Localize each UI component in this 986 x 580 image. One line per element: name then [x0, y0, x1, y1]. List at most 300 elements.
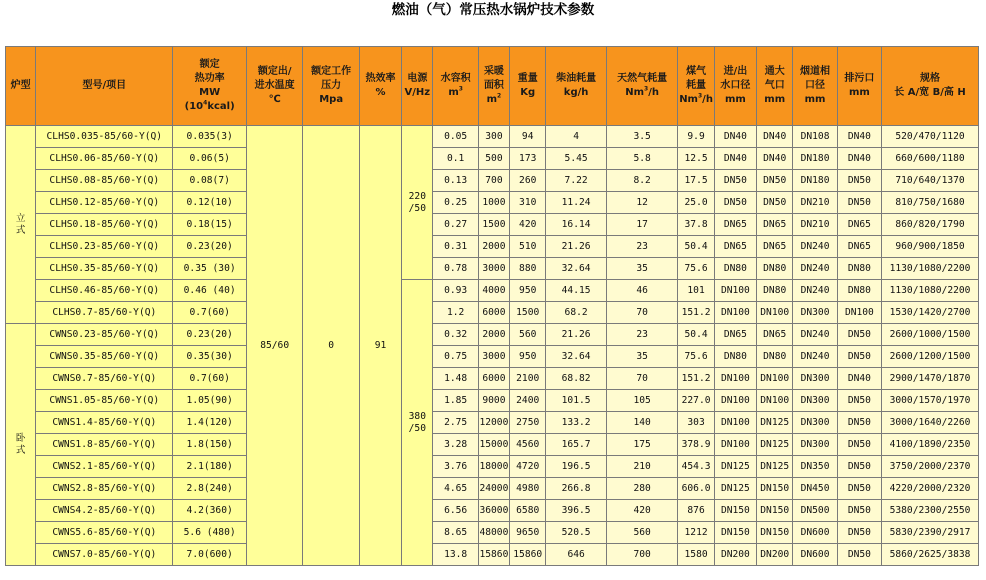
vent-cell: DN50	[757, 170, 793, 192]
vent-cell: DN65	[757, 236, 793, 258]
diesel-cell: 646	[546, 544, 606, 566]
area-cell: 1000	[478, 192, 509, 214]
table-row	[6, 324, 979, 346]
coal-cell: 303	[678, 412, 714, 434]
model-cell: CLHS0.035-85/60-Y(Q)	[36, 126, 173, 148]
header-water-volume: 水容积 $m^3$	[433, 47, 478, 126]
rated-power-cell: 0.35(30)	[173, 346, 247, 368]
vent-cell: DN40	[757, 126, 793, 148]
model-cell: CWNS1.8-85/60-Y(Q)	[36, 434, 173, 456]
gas-cell: 12	[606, 192, 678, 214]
efficiency-cell: 91	[359, 126, 401, 566]
model-cell: CLHS0.23-85/60-Y(Q)	[36, 236, 173, 258]
table-row	[6, 346, 979, 368]
flue-cell: DN240	[793, 346, 837, 368]
weight-cell: 4560	[510, 434, 546, 456]
drain-cell: DN50	[837, 192, 881, 214]
area-cell: 18000	[478, 456, 509, 478]
water-cell: 3.28	[433, 434, 478, 456]
water-cell: 0.1	[433, 148, 478, 170]
area-cell: 24000	[478, 478, 509, 500]
size-cell: 2600/1000/1500	[882, 324, 979, 346]
area-cell: 48000	[478, 522, 509, 544]
inlet-cell: DN65	[714, 214, 756, 236]
vent-cell: DN80	[757, 258, 793, 280]
furnace-type-char: 卧	[15, 432, 26, 444]
drain-cell: DN50	[837, 324, 881, 346]
weight-cell: 420	[510, 214, 546, 236]
coal-cell: 37.8	[678, 214, 714, 236]
rated-power-cell: 4.2(360)	[173, 500, 247, 522]
weight-cell: 950	[510, 346, 546, 368]
header-flue: 烟道相 口径 mm	[793, 47, 837, 126]
rated-power-cell: 1.8(150)	[173, 434, 247, 456]
vent-cell: DN65	[757, 214, 793, 236]
model-cell: CWNS0.23-85/60-Y(Q)	[36, 324, 173, 346]
size-cell: 3750/2000/2370	[882, 456, 979, 478]
model-cell: CWNS0.35-85/60-Y(Q)	[36, 346, 173, 368]
size-cell: 710/640/1370	[882, 170, 979, 192]
vent-cell: DN80	[757, 346, 793, 368]
model-cell: CWNS5.6-85/60-Y(Q)	[36, 522, 173, 544]
rated-power-cell: 0.035(3)	[173, 126, 247, 148]
table-row	[6, 170, 979, 192]
inlet-cell: DN100	[714, 412, 756, 434]
table-row	[6, 500, 979, 522]
flue-cell: DN240	[793, 236, 837, 258]
coal-cell: 50.4	[678, 236, 714, 258]
coal-cell: 50.4	[678, 324, 714, 346]
water-cell: 0.78	[433, 258, 478, 280]
flue-cell: DN600	[793, 522, 837, 544]
area-cell: 2000	[478, 236, 509, 258]
flue-cell: DN210	[793, 192, 837, 214]
header-vent: 通大 气口 mm	[757, 47, 793, 126]
diesel-cell: 16.14	[546, 214, 606, 236]
water-cell: 2.75	[433, 412, 478, 434]
table-row	[6, 236, 979, 258]
flue-cell: DN240	[793, 324, 837, 346]
drain-cell: DN50	[837, 478, 881, 500]
model-cell: CWNS1.05-85/60-Y(Q)	[36, 390, 173, 412]
diesel-cell: 32.64	[546, 258, 606, 280]
table-row	[6, 412, 979, 434]
water-cell: 6.56	[433, 500, 478, 522]
drain-cell: DN50	[837, 346, 881, 368]
inlet-cell: DN100	[714, 390, 756, 412]
gas-cell: 35	[606, 258, 678, 280]
rated-power-cell: 1.05(90)	[173, 390, 247, 412]
size-cell: 660/600/1180	[882, 148, 979, 170]
table-row	[6, 544, 979, 566]
area-cell: 6000	[478, 368, 509, 390]
power-supply-cell-380	[402, 280, 433, 566]
area-cell: 6000	[478, 302, 509, 324]
coal-cell: 25.0	[678, 192, 714, 214]
drain-cell: DN50	[837, 390, 881, 412]
gas-cell: 35	[606, 346, 678, 368]
weight-cell: 2100	[510, 368, 546, 390]
rated-power-cell: 0.35 (30)	[173, 258, 247, 280]
water-cell: 0.27	[433, 214, 478, 236]
vent-cell: DN80	[757, 280, 793, 302]
header-furnace-type: 炉型	[6, 47, 36, 126]
area-cell: 300	[478, 126, 509, 148]
inlet-cell: DN80	[714, 346, 756, 368]
water-cell: 0.25	[433, 192, 478, 214]
header-rated-power: 额定 热功率 MW $(10^4kcal)$	[173, 47, 247, 126]
rated-power-cell: 0.7(60)	[173, 368, 247, 390]
area-cell: 1500	[478, 214, 509, 236]
vent-cell: DN150	[757, 500, 793, 522]
model-cell: CWNS7.0-85/60-Y(Q)	[36, 544, 173, 566]
flue-cell: DN600	[793, 544, 837, 566]
size-cell: 810/750/1680	[882, 192, 979, 214]
header-inlet-outlet: 进/出 水口径 mm	[714, 47, 756, 126]
header-model: 型号/项目	[36, 47, 173, 126]
table-row	[6, 302, 979, 324]
drain-cell: DN80	[837, 280, 881, 302]
area-cell: 500	[478, 148, 509, 170]
gas-cell: 17	[606, 214, 678, 236]
header-power-supply: 电源 V/Hz	[402, 47, 433, 126]
weight-cell: 4980	[510, 478, 546, 500]
size-cell: 2900/1470/1870	[882, 368, 979, 390]
table-row	[6, 368, 979, 390]
furnace-type-horizontal	[6, 324, 36, 566]
flue-cell: DN300	[793, 412, 837, 434]
furnace-type-vertical	[6, 126, 36, 324]
gas-cell: 210	[606, 456, 678, 478]
model-cell: CLHS0.12-85/60-Y(Q)	[36, 192, 173, 214]
inlet-cell: DN100	[714, 280, 756, 302]
power-supply-voltage: 220	[408, 190, 426, 202]
size-cell: 1130/1080/2200	[882, 280, 979, 302]
vent-cell: DN100	[757, 302, 793, 324]
drain-cell: DN50	[837, 456, 881, 478]
inlet-cell: DN80	[714, 258, 756, 280]
diesel-cell: 133.2	[546, 412, 606, 434]
table-row	[6, 456, 979, 478]
gas-cell: 23	[606, 236, 678, 258]
drain-cell: DN40	[837, 126, 881, 148]
header-pressure: 额定工作 压力 Mpa	[303, 47, 359, 126]
rated-power-cell: 0.06(5)	[173, 148, 247, 170]
vent-cell: DN65	[757, 324, 793, 346]
coal-cell: 75.6	[678, 258, 714, 280]
flue-cell: DN180	[793, 170, 837, 192]
gas-cell: 700	[606, 544, 678, 566]
furnace-type-char: 式	[15, 444, 26, 456]
inlet-cell: DN40	[714, 126, 756, 148]
model-cell: CWNS0.7-85/60-Y(Q)	[36, 368, 173, 390]
table-row	[6, 126, 979, 148]
weight-cell: 560	[510, 324, 546, 346]
vent-cell: DN125	[757, 412, 793, 434]
header-efficiency: 热效率 %	[359, 47, 401, 126]
diesel-cell: 7.22	[546, 170, 606, 192]
gas-cell: 46	[606, 280, 678, 302]
rated-power-cell: 0.23(20)	[173, 324, 247, 346]
inlet-cell: DN125	[714, 456, 756, 478]
table-row	[6, 192, 979, 214]
size-cell: 1130/1080/2200	[882, 258, 979, 280]
pressure-cell: 0	[303, 126, 359, 566]
flue-cell: DN240	[793, 280, 837, 302]
size-cell: 5380/2300/2550	[882, 500, 979, 522]
vent-cell: DN100	[757, 368, 793, 390]
area-cell: 15000	[478, 434, 509, 456]
flue-cell: DN108	[793, 126, 837, 148]
coal-cell: 9.9	[678, 126, 714, 148]
area-cell: 700	[478, 170, 509, 192]
model-cell: CWNS1.4-85/60-Y(Q)	[36, 412, 173, 434]
diesel-cell: 21.26	[546, 324, 606, 346]
inlet-cell: DN200	[714, 544, 756, 566]
flue-cell: DN450	[793, 478, 837, 500]
header-heating-area: 采暖 面积 $m^2$	[478, 47, 509, 126]
model-cell: CWNS2.8-85/60-Y(Q)	[36, 478, 173, 500]
rated-power-cell: 0.46 (40)	[173, 280, 247, 302]
header-natural-gas-consumption: 天然气耗量 Nm$^3$/h	[606, 47, 678, 126]
vent-cell: DN125	[757, 456, 793, 478]
vent-cell: DN40	[757, 148, 793, 170]
header-weight: 重量 Kg	[510, 47, 546, 126]
diesel-cell: 68.82	[546, 368, 606, 390]
gas-cell: 8.2	[606, 170, 678, 192]
power-supply-voltage: 380	[408, 410, 426, 422]
model-cell: CLHS0.08-85/60-Y(Q)	[36, 170, 173, 192]
gas-cell: 70	[606, 302, 678, 324]
coal-cell: 378.9	[678, 434, 714, 456]
area-cell: 15860	[478, 544, 509, 566]
size-cell: 3000/1640/2260	[882, 412, 979, 434]
weight-cell: 880	[510, 258, 546, 280]
flue-cell: DN300	[793, 368, 837, 390]
vent-cell: DN150	[757, 522, 793, 544]
weight-cell: 1500	[510, 302, 546, 324]
drain-cell: DN100	[837, 302, 881, 324]
model-cell: CLHS0.06-85/60-Y(Q)	[36, 148, 173, 170]
drain-cell: DN50	[837, 544, 881, 566]
rated-power-cell: 0.08(7)	[173, 170, 247, 192]
gas-cell: 105	[606, 390, 678, 412]
weight-cell: 15860	[510, 544, 546, 566]
furnace-type-char: 式	[15, 224, 26, 236]
rated-power-cell: 1.4(120)	[173, 412, 247, 434]
size-cell: 860/820/1790	[882, 214, 979, 236]
drain-cell: DN50	[837, 170, 881, 192]
model-cell: CLHS0.35-85/60-Y(Q)	[36, 258, 173, 280]
table-row	[6, 522, 979, 544]
water-cell: 13.8	[433, 544, 478, 566]
water-cell: 0.32	[433, 324, 478, 346]
power-supply-frequency: /50	[408, 202, 426, 214]
table-row	[6, 280, 979, 302]
drain-cell: DN50	[837, 500, 881, 522]
flue-cell: DN500	[793, 500, 837, 522]
weight-cell: 173	[510, 148, 546, 170]
drain-cell: DN40	[837, 368, 881, 390]
diesel-cell: 32.64	[546, 346, 606, 368]
coal-cell: 227.0	[678, 390, 714, 412]
flue-cell: DN300	[793, 434, 837, 456]
diesel-cell: 520.5	[546, 522, 606, 544]
rated-power-cell: 7.0(600)	[173, 544, 247, 566]
table-row	[6, 214, 979, 236]
coal-cell: 1580	[678, 544, 714, 566]
model-cell: CWNS4.2-85/60-Y(Q)	[36, 500, 173, 522]
rated-power-cell: 0.18(15)	[173, 214, 247, 236]
inlet-cell: DN50	[714, 192, 756, 214]
area-cell: 9000	[478, 390, 509, 412]
rated-power-cell: 0.23(20)	[173, 236, 247, 258]
diesel-cell: 44.15	[546, 280, 606, 302]
size-cell: 5860/2625/3838	[882, 544, 979, 566]
water-cell: 3.76	[433, 456, 478, 478]
flue-cell: DN180	[793, 148, 837, 170]
model-cell: CLHS0.46-85/60-Y(Q)	[36, 280, 173, 302]
gas-cell: 175	[606, 434, 678, 456]
rated-power-cell: 2.8(240)	[173, 478, 247, 500]
water-cell: 0.75	[433, 346, 478, 368]
inlet-cell: DN65	[714, 324, 756, 346]
drain-cell: DN65	[837, 236, 881, 258]
gas-cell: 5.8	[606, 148, 678, 170]
water-cell: 0.31	[433, 236, 478, 258]
area-cell: 3000	[478, 258, 509, 280]
diesel-cell: 68.2	[546, 302, 606, 324]
vent-cell: DN125	[757, 434, 793, 456]
page-title: 燃油（气）常压热水锅炉技术参数	[391, 2, 595, 18]
drain-cell: DN50	[837, 522, 881, 544]
water-cell: 0.13	[433, 170, 478, 192]
inlet-cell: DN100	[714, 302, 756, 324]
boiler-spec-table	[5, 46, 979, 566]
flue-cell: DN350	[793, 456, 837, 478]
gas-cell: 70	[606, 368, 678, 390]
header-diesel-consumption: 柴油耗量 kg/h	[546, 47, 606, 126]
inlet-cell: DN40	[714, 148, 756, 170]
inlet-cell: DN100	[714, 368, 756, 390]
vent-cell: DN150	[757, 478, 793, 500]
gas-cell: 3.5	[606, 126, 678, 148]
model-cell: CLHS0.7-85/60-Y(Q)	[36, 302, 173, 324]
area-cell: 4000	[478, 280, 509, 302]
gas-cell: 23	[606, 324, 678, 346]
table-body	[6, 126, 979, 566]
table-row	[6, 478, 979, 500]
inlet-cell: DN50	[714, 170, 756, 192]
drain-cell: DN40	[837, 148, 881, 170]
coal-cell: 876	[678, 500, 714, 522]
size-cell: 960/900/1850	[882, 236, 979, 258]
power-supply-cell-220	[402, 126, 433, 280]
header-coal-gas-consumption: 煤气 耗量 Nm$^3$/h	[678, 47, 714, 126]
inlet-cell: DN125	[714, 478, 756, 500]
weight-cell: 4720	[510, 456, 546, 478]
table-row	[6, 258, 979, 280]
power-supply-frequency: /50	[408, 422, 426, 434]
drain-cell: DN50	[837, 412, 881, 434]
water-cell: 4.65	[433, 478, 478, 500]
inlet-cell: DN100	[714, 434, 756, 456]
coal-cell: 1212	[678, 522, 714, 544]
drain-cell: DN65	[837, 214, 881, 236]
coal-cell: 12.5	[678, 148, 714, 170]
header-dimensions: 规格 长 A/宽 B/高 H	[882, 47, 979, 126]
flue-cell: DN300	[793, 302, 837, 324]
coal-cell: 151.2	[678, 302, 714, 324]
weight-cell: 510	[510, 236, 546, 258]
area-cell: 3000	[478, 346, 509, 368]
weight-cell: 6580	[510, 500, 546, 522]
flue-cell: DN240	[793, 258, 837, 280]
table-row	[6, 148, 979, 170]
flue-cell: DN210	[793, 214, 837, 236]
vent-cell: DN50	[757, 192, 793, 214]
size-cell: 4100/1890/2350	[882, 434, 979, 456]
weight-cell: 950	[510, 280, 546, 302]
diesel-cell: 165.7	[546, 434, 606, 456]
table-row	[6, 434, 979, 456]
weight-cell: 2750	[510, 412, 546, 434]
size-cell: 3000/1570/1970	[882, 390, 979, 412]
gas-cell: 420	[606, 500, 678, 522]
drain-cell: DN80	[837, 258, 881, 280]
table-row	[6, 390, 979, 412]
size-cell: 1530/1420/2700	[882, 302, 979, 324]
size-cell: 2600/1200/1500	[882, 346, 979, 368]
water-cell: 0.05	[433, 126, 478, 148]
coal-cell: 151.2	[678, 368, 714, 390]
diesel-cell: 396.5	[546, 500, 606, 522]
rated-power-cell: 5.6 (480)	[173, 522, 247, 544]
rated-power-cell: 0.7(60)	[173, 302, 247, 324]
diesel-cell: 11.24	[546, 192, 606, 214]
diesel-cell: 101.5	[546, 390, 606, 412]
area-cell: 36000	[478, 500, 509, 522]
rated-power-cell: 0.12(10)	[173, 192, 247, 214]
coal-cell: 75.6	[678, 346, 714, 368]
vent-cell: DN100	[757, 390, 793, 412]
weight-cell: 2400	[510, 390, 546, 412]
water-cell: 8.65	[433, 522, 478, 544]
header-row	[6, 47, 979, 126]
water-cell: 0.93	[433, 280, 478, 302]
rated-power-cell: 2.1(180)	[173, 456, 247, 478]
drain-cell: DN50	[837, 434, 881, 456]
coal-cell: 101	[678, 280, 714, 302]
gas-cell: 560	[606, 522, 678, 544]
inlet-cell: DN150	[714, 522, 756, 544]
area-cell: 12000	[478, 412, 509, 434]
gas-cell: 280	[606, 478, 678, 500]
weight-cell: 94	[510, 126, 546, 148]
diesel-cell: 5.45	[546, 148, 606, 170]
weight-cell: 260	[510, 170, 546, 192]
header-drain: 排污口 mm	[837, 47, 881, 126]
inlet-cell: DN65	[714, 236, 756, 258]
water-cell: 1.85	[433, 390, 478, 412]
furnace-type-char: 立	[15, 212, 26, 224]
diesel-cell: 196.5	[546, 456, 606, 478]
weight-cell: 310	[510, 192, 546, 214]
area-cell: 2000	[478, 324, 509, 346]
model-cell: CWNS2.1-85/60-Y(Q)	[36, 456, 173, 478]
vent-cell: DN200	[757, 544, 793, 566]
flue-cell: DN300	[793, 390, 837, 412]
